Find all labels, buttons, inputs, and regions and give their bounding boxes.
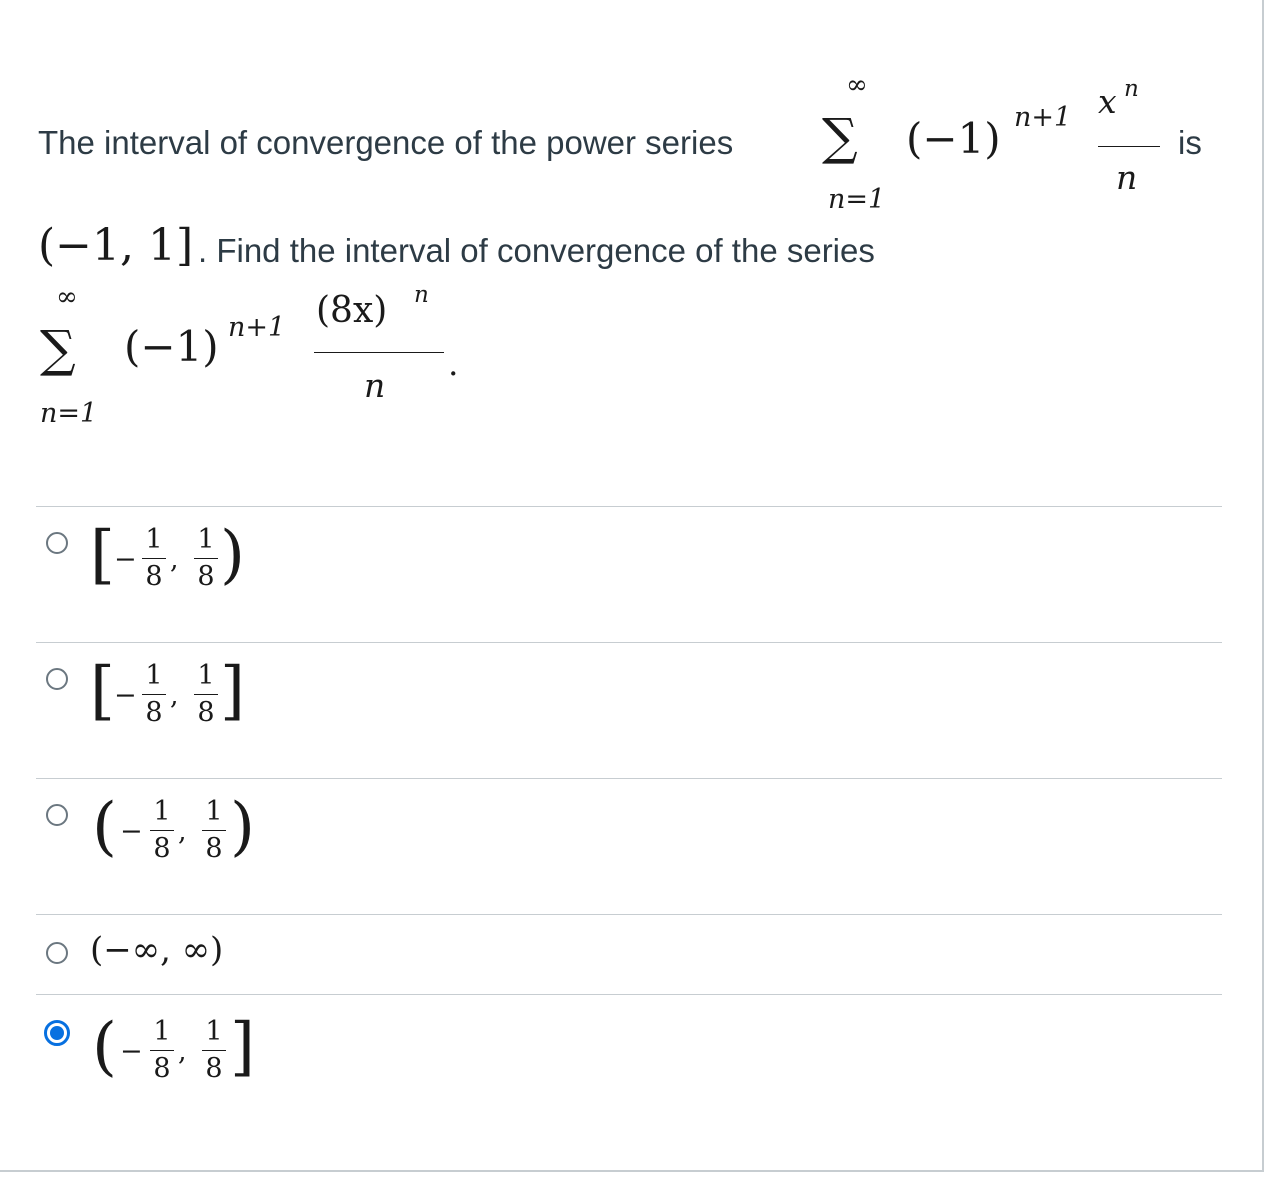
divider — [36, 994, 1222, 995]
left-bracket: [ — [90, 654, 115, 728]
right-bracket: ) — [230, 790, 255, 864]
series2-sum-upper: ∞ — [56, 282, 78, 312]
series1-base: (−1) — [906, 114, 1001, 163]
fraction-upper: 1 8 — [202, 798, 226, 862]
fraction-lower: 1 8 — [150, 798, 174, 862]
series1-numerator-exp: n — [1124, 76, 1139, 102]
series2-sum-lower: n=1 — [40, 398, 98, 429]
fraction-lower: 1 8 — [142, 526, 166, 590]
series1-fraction-bar — [1098, 146, 1160, 147]
series2-base: (−1) — [124, 322, 219, 371]
series1-sigma: ∑ — [822, 108, 858, 166]
right-bracket: ] — [230, 1010, 255, 1084]
left-bracket: ( — [92, 790, 117, 864]
radio-button-option-3[interactable] — [46, 804, 68, 826]
left-bracket: ( — [92, 1010, 117, 1084]
right-bracket: ) — [220, 518, 245, 592]
series1-sum-upper: ∞ — [846, 70, 868, 100]
fraction-upper: 1 8 — [194, 526, 218, 590]
question-intro-text: The interval of convergence of the power series — [38, 124, 734, 161]
divider — [36, 506, 1222, 507]
minus-sign: − — [120, 1036, 143, 1067]
series1-sum-lower: n=1 — [828, 184, 886, 215]
divider — [36, 642, 1222, 643]
divider — [36, 778, 1222, 779]
series1-denominator: n — [1116, 158, 1138, 197]
fraction-upper: 1 8 — [202, 1018, 226, 1082]
series2-sigma: ∑ — [40, 320, 76, 378]
series1-exponent: n+1 — [1014, 102, 1072, 133]
radio-button-option-2[interactable] — [46, 668, 68, 690]
left-bracket: [ — [90, 518, 115, 592]
right-bracket: ] — [220, 654, 245, 728]
minus-sign: − — [114, 680, 137, 711]
series2-numerator-exp: n — [414, 282, 429, 308]
series2-numerator: (8x) — [316, 290, 388, 331]
comma: , — [178, 1036, 187, 1067]
fraction-upper: 1 8 — [194, 662, 218, 726]
minus-sign: − — [114, 544, 137, 575]
fraction-lower: 1 8 — [150, 1018, 174, 1082]
series2-fraction-bar — [314, 352, 444, 353]
series1-numerator: x — [1098, 82, 1117, 121]
given-interval: (−1, 1] — [38, 220, 194, 271]
fraction-lower: 1 8 — [142, 662, 166, 726]
comma: , — [170, 544, 179, 575]
radio-button-option-4[interactable] — [46, 942, 68, 964]
minus-sign: − — [120, 816, 143, 847]
series2-period: . — [448, 344, 459, 383]
comma: , — [178, 816, 187, 847]
comma: , — [170, 680, 179, 711]
radio-button-option-5-selected[interactable] — [44, 1020, 70, 1046]
series2-exponent: n+1 — [228, 312, 286, 343]
series2-denominator: n — [364, 366, 386, 405]
question-is-text: is — [1178, 124, 1202, 161]
interval-option-4: (−∞, ∞) — [90, 930, 224, 970]
divider — [36, 914, 1222, 915]
question-find-text: . Find the interval of convergence of the series — [198, 232, 875, 269]
radio-button-option-1[interactable] — [46, 532, 68, 554]
